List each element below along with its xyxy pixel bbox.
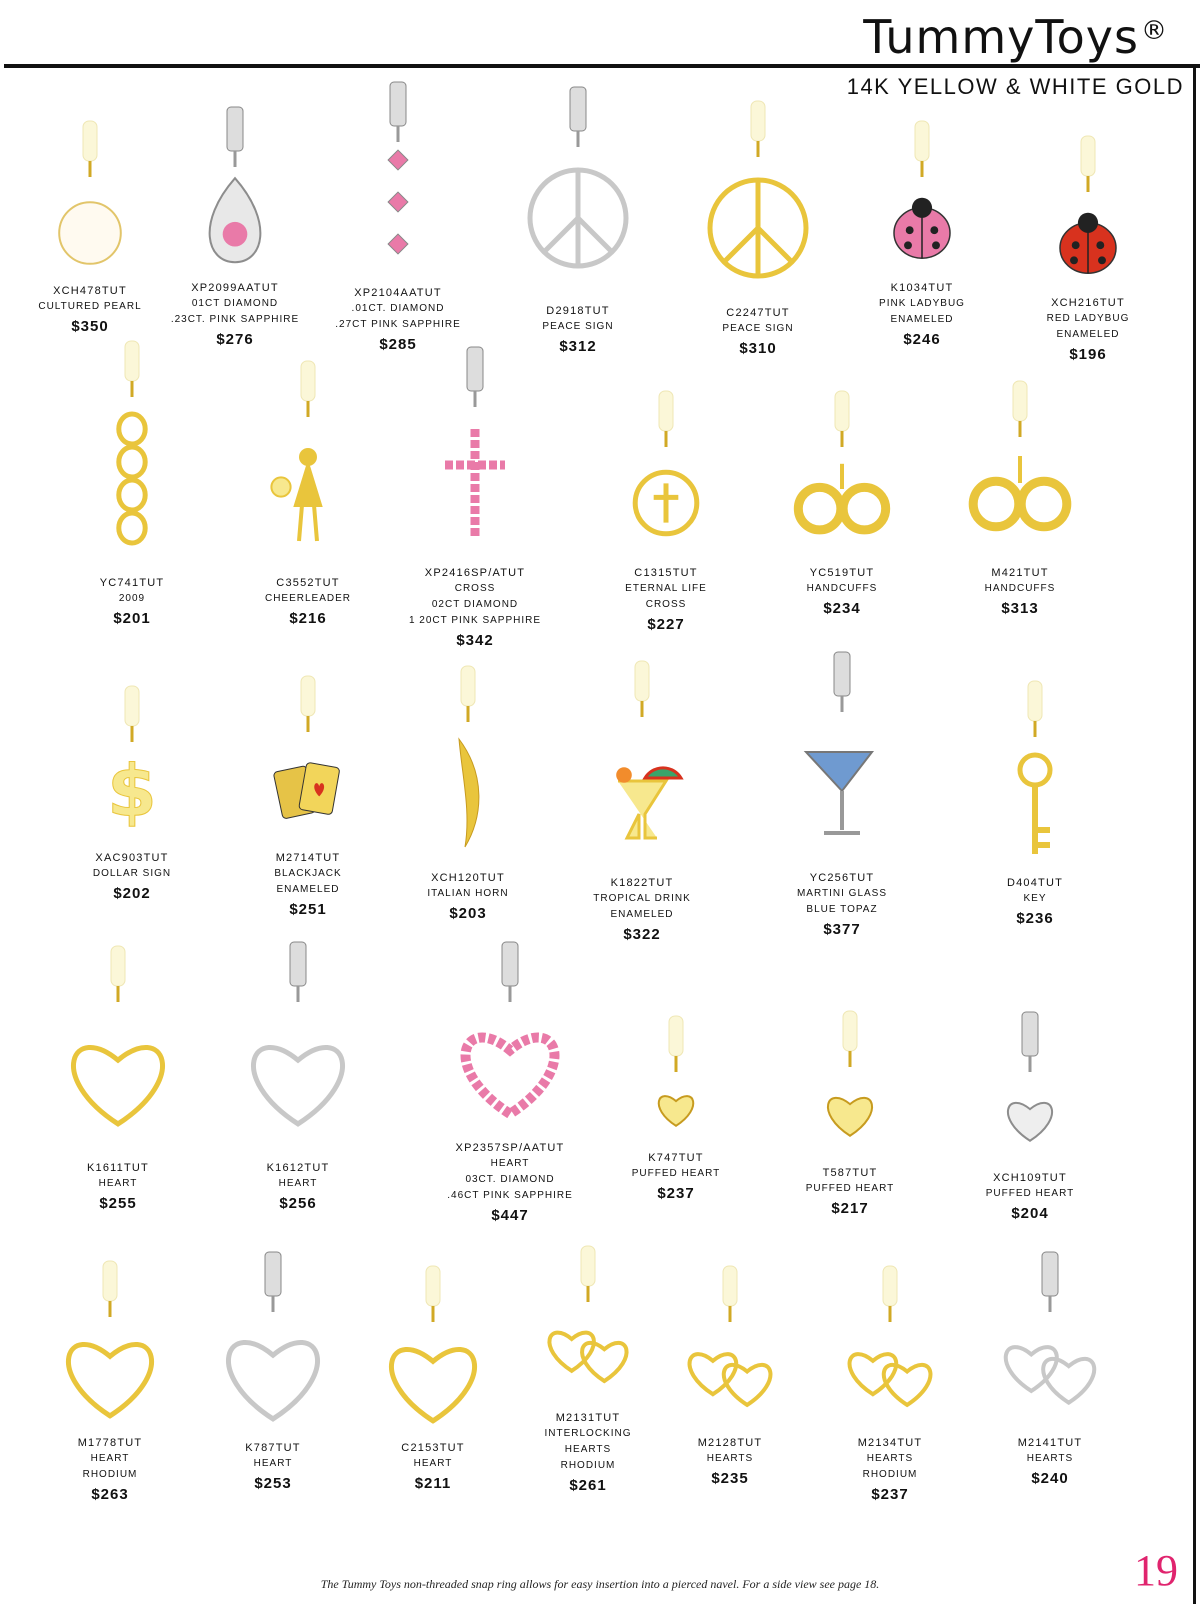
item-sku: D404TUT (1006, 877, 1064, 889)
snap-ring-icon (461, 666, 475, 706)
year-icon (119, 414, 145, 543)
item-sku: K787TUT (245, 1442, 301, 1454)
pearl-icon (59, 202, 121, 264)
pendant-image (20, 1255, 200, 1435)
pendant-image (945, 675, 1125, 875)
item-description: CULTURED PEARL (38, 301, 142, 312)
snap-ring-icon (1022, 1012, 1038, 1056)
item-caption (832, 280, 1012, 352)
item-caption (940, 1170, 1120, 1226)
gem-drop-icon (388, 150, 408, 254)
item-sku: K1612TUT (266, 1162, 330, 1174)
item-description: HANDCUFFS (806, 583, 878, 594)
snap-ring-icon (751, 101, 765, 141)
item-sku: XP2099AATUT (191, 282, 279, 294)
snap-ring-icon (467, 347, 483, 391)
item-price: $253 (254, 1475, 292, 1492)
snap-ring-icon (635, 661, 649, 701)
item-description: MARTINI GLASS (796, 888, 888, 899)
item-price: $196 (1069, 346, 1107, 363)
item-price: $255 (99, 1195, 137, 1212)
pendant-image (42, 680, 222, 850)
item-price: $203 (449, 905, 487, 922)
item-caption (752, 565, 932, 621)
item-price: $285 (379, 336, 417, 353)
item-description: HEART (490, 1158, 530, 1169)
item-description: DOLLAR SIGN (92, 868, 172, 879)
pendant-image (800, 1260, 980, 1435)
item-price: $312 (559, 338, 597, 355)
item-caption (930, 565, 1110, 621)
item-description: BLUE TOPAZ (806, 904, 878, 915)
item-price: $240 (1031, 1470, 1069, 1487)
item-price: $342 (456, 632, 494, 649)
item-sku: YC741TUT (99, 577, 165, 589)
item-caption (20, 1435, 200, 1507)
item-price: $246 (903, 331, 941, 348)
item-description: ENAMELED (890, 314, 954, 325)
hearts-double-icon (549, 1333, 626, 1381)
item-price: $217 (831, 1200, 869, 1217)
item-description: 02CT DIAMOND (431, 599, 519, 610)
hearts-double-icon (850, 1354, 931, 1405)
snap-ring-icon (265, 1252, 281, 1296)
item-description: ENAMELED (610, 909, 674, 920)
item-sku: M2131TUT (555, 1412, 621, 1424)
brand-title (863, 10, 1168, 64)
snap-ring-icon (83, 121, 97, 161)
ring-cross-icon (635, 472, 697, 534)
item-description: 03CT. DIAMOND (465, 1174, 555, 1185)
snap-ring-icon (502, 942, 518, 986)
heart-gems-icon (466, 1037, 555, 1113)
snap-ring-icon (227, 107, 243, 151)
item-description: CROSS (454, 583, 496, 594)
item-sku: C3552TUT (276, 577, 340, 589)
pendant-image (960, 1250, 1140, 1435)
key-icon (1020, 755, 1050, 854)
drink-icon (616, 767, 681, 838)
item-description: ENAMELED (276, 884, 340, 895)
pendant-image (343, 1260, 523, 1440)
item-price: $256 (279, 1195, 317, 1212)
item-sku: C1315TUT (634, 567, 698, 579)
item-price: $201 (113, 610, 151, 627)
martini-icon (806, 752, 872, 833)
snap-ring-icon (1042, 1252, 1058, 1296)
item-caption (668, 305, 848, 361)
item-sku: M421TUT (991, 567, 1049, 579)
item-sku: C2153TUT (401, 1442, 465, 1454)
item-price: $350 (71, 318, 109, 335)
pendant-image (668, 95, 848, 305)
item-price: $447 (491, 1207, 529, 1224)
item-sku: YC256TUT (809, 872, 875, 884)
pendant-image (385, 345, 565, 565)
snap-ring-icon (290, 942, 306, 986)
cards-icon (273, 762, 340, 819)
item-description: HEARTS (866, 1453, 914, 1464)
snap-ring-icon (111, 946, 125, 986)
item-caption (42, 850, 222, 906)
item-caption (343, 1440, 523, 1496)
item-price: $237 (657, 1185, 695, 1202)
right-edge-rule (1193, 64, 1196, 1604)
pendant-image (488, 85, 668, 295)
item-description: 2009 (118, 593, 146, 604)
snap-ring-icon (581, 1246, 595, 1286)
item-sku: XAC903TUT (95, 852, 169, 864)
item-price: $310 (739, 340, 777, 357)
item-sku: K747TUT (648, 1152, 704, 1164)
pendant-image (218, 355, 398, 575)
item-description: HEARTS (564, 1444, 612, 1455)
item-sku: T587TUT (822, 1167, 878, 1179)
pendant-image (640, 1260, 820, 1435)
pendant-image (752, 650, 932, 870)
horn-icon (459, 739, 479, 847)
snap-ring-icon (843, 1011, 857, 1051)
item-description: PUFFED HEART (631, 1168, 721, 1179)
snap-ring-icon (1013, 381, 1027, 421)
snap-ring-icon (125, 341, 139, 381)
item-description: .23CT. PINK SAPPHIRE (170, 314, 300, 325)
item-price: $237 (871, 1486, 909, 1503)
heart-outline-icon (229, 1342, 318, 1418)
pendant-image (998, 130, 1178, 310)
snap-ring-icon (1081, 136, 1095, 176)
item-sku: M2141TUT (1017, 1437, 1083, 1449)
item-description: KEY (1023, 893, 1047, 904)
item-caption (576, 565, 756, 637)
item-description: HANDCUFFS (984, 583, 1056, 594)
snap-ring-icon (659, 391, 673, 431)
item-description: PUFFED HEART (805, 1183, 895, 1194)
peace-icon (530, 170, 626, 266)
page-subtitle: 14K YELLOW & WHITE GOLD (846, 74, 1184, 99)
pendant-image (760, 1005, 940, 1165)
item-caption (800, 1435, 980, 1507)
item-sku: K1034TUT (890, 282, 954, 294)
pendant-image (42, 335, 222, 575)
heart-puffed-icon (659, 1096, 694, 1126)
item-caption (420, 1140, 600, 1228)
item-price: $276 (216, 331, 254, 348)
item-price: $211 (414, 1475, 452, 1492)
item-price: $235 (711, 1470, 749, 1487)
page-number: 19 (1134, 1546, 1178, 1595)
item-sku: XP2104AATUT (354, 287, 442, 299)
item-description: PUFFED HEART (985, 1188, 1075, 1199)
item-caption (378, 870, 558, 926)
item-caption (218, 575, 398, 631)
pendant-image (586, 1010, 766, 1150)
snap-ring-icon (570, 87, 586, 131)
item-price: $313 (1001, 600, 1039, 617)
item-caption (385, 565, 565, 653)
snap-ring-icon (301, 676, 315, 716)
item-price: $251 (289, 901, 327, 918)
item-description: PEACE SIGN (722, 323, 794, 334)
pendant-image (378, 660, 558, 870)
snap-ring-icon (834, 652, 850, 696)
item-sku: XP2357SP/AATUT (455, 1142, 565, 1154)
snap-ring-icon (723, 1266, 737, 1306)
item-price: $263 (91, 1486, 129, 1503)
footnote: The Tummy Toys non-threaded snap ring allows for easy insertion into a pierced navel. For a side view see page 18. (320, 1577, 880, 1591)
snap-ring-icon (103, 1261, 117, 1301)
item-description: ITALIAN HORN (427, 888, 509, 899)
item-description: CROSS (645, 599, 687, 610)
item-description: 01CT DIAMOND (191, 298, 279, 309)
item-description: 1 20CT PINK SAPPHIRE (408, 615, 542, 626)
item-description: HEART (98, 1178, 138, 1189)
handcuffs-icon (798, 464, 885, 530)
heart-outline-icon (254, 1047, 343, 1123)
item-sku: K1611TUT (87, 1162, 149, 1174)
item-price: $377 (823, 921, 861, 938)
item-sku: XCH120TUT (431, 872, 505, 884)
item-sku: C2247TUT (726, 307, 790, 319)
ladybug-icon (1060, 213, 1116, 273)
snap-ring-icon (915, 121, 929, 161)
peace-icon (710, 180, 806, 276)
item-caption (752, 870, 932, 942)
item-caption (945, 875, 1125, 931)
pendant-image (930, 375, 1110, 565)
heart-outline-icon (68, 1344, 151, 1415)
heart-puffed-icon (1008, 1103, 1052, 1141)
item-sku: XCH216TUT (1051, 297, 1125, 309)
item-price: $322 (623, 926, 661, 943)
item-sku: XCH109TUT (993, 1172, 1067, 1184)
item-caption (998, 295, 1178, 367)
item-description: .46CT PINK SAPPHIRE (447, 1190, 573, 1201)
item-price: $204 (1011, 1205, 1049, 1222)
pendant-image (208, 940, 388, 1160)
item-sku: M2134TUT (857, 1437, 923, 1449)
item-caption (552, 875, 732, 947)
heart-puffed-icon (828, 1098, 872, 1136)
item-description: ENAMELED (1056, 329, 1120, 340)
pendant-image (28, 940, 208, 1160)
item-sku: XCH478TUT (53, 285, 127, 297)
svg-text:$: $ (107, 749, 157, 833)
item-description: HEART (90, 1453, 130, 1464)
item-description: PEACE SIGN (542, 321, 614, 332)
item-description: CHEERLEADER (264, 593, 352, 604)
item-description: RHODIUM (862, 1469, 918, 1480)
item-price: $236 (1016, 910, 1054, 927)
ladybug-icon (894, 198, 950, 258)
teardrop-icon (210, 178, 261, 262)
item-caption (760, 1165, 940, 1221)
item-description: BLACKJACK (274, 868, 342, 879)
item-caption (960, 1435, 1140, 1491)
cross-icon (445, 429, 505, 537)
item-description: RHODIUM (560, 1460, 616, 1471)
hearts-double-icon (1006, 1347, 1094, 1403)
item-sku: K1822TUT (610, 877, 674, 889)
pendant-image (183, 1250, 363, 1440)
item-sku: D2918TUT (546, 305, 610, 317)
item-sku: YC519TUT (809, 567, 875, 579)
pendant-image (420, 940, 600, 1140)
pendant-image (576, 385, 756, 565)
item-description: HEART (413, 1458, 453, 1469)
item-description: RHODIUM (82, 1469, 138, 1480)
snap-ring-icon (835, 391, 849, 431)
item-description: PINK LADYBUG (879, 298, 965, 309)
pendant-image (218, 670, 398, 850)
item-caption (42, 575, 222, 631)
item-sku: XP2416SP/ATUT (424, 567, 526, 579)
snap-ring-icon (883, 1266, 897, 1306)
snap-ring-icon (125, 686, 139, 726)
item-price: $227 (647, 616, 685, 633)
item-caption (586, 1150, 766, 1206)
item-description: ETERNAL LIFE (625, 583, 707, 594)
item-sku: M2128TUT (697, 1437, 763, 1449)
item-sku: M1778TUT (77, 1437, 143, 1449)
item-description: HEARTS (706, 1453, 754, 1464)
snap-ring-icon (1028, 681, 1042, 721)
item-description: HEART (253, 1458, 293, 1469)
snap-ring-icon (669, 1016, 683, 1056)
pendant-image (308, 80, 488, 290)
item-price: $261 (569, 1477, 607, 1494)
header-rule (4, 64, 1200, 68)
dollar-icon (107, 750, 157, 833)
item-description: INTERLOCKING (544, 1428, 632, 1439)
item-caption (28, 1160, 208, 1216)
item-caption (218, 850, 398, 922)
cheerleader-icon (271, 448, 320, 541)
heart-outline-icon (74, 1047, 163, 1123)
pendant-image (552, 655, 732, 875)
snap-ring-icon (390, 82, 406, 126)
item-description: TROPICAL DRINK (593, 893, 691, 904)
pendant-image (940, 1010, 1120, 1170)
registered-mark: ® (1141, 16, 1168, 46)
pendant-image (832, 115, 1012, 295)
item-caption (208, 1160, 388, 1216)
item-description: HEARTS (1026, 1453, 1074, 1464)
hearts-double-icon (690, 1354, 771, 1405)
pendant-image (752, 385, 932, 565)
handcuffs-icon (973, 456, 1067, 527)
item-description: .27CT PINK SAPPHIRE (335, 319, 461, 330)
brand-name: TummyToys (863, 10, 1139, 64)
item-caption (640, 1435, 820, 1491)
item-description: HEART (278, 1178, 318, 1189)
snap-ring-icon (426, 1266, 440, 1306)
snap-ring-icon (301, 361, 315, 401)
item-price: $216 (289, 610, 327, 627)
heart-outline-icon (391, 1349, 474, 1420)
item-caption (183, 1440, 363, 1496)
item-price: $202 (113, 885, 151, 902)
item-description: .01CT. DIAMOND (351, 303, 445, 314)
pendant-image (145, 105, 325, 285)
item-description: RED LADYBUG (1046, 313, 1130, 324)
item-price: $234 (823, 600, 861, 617)
item-sku: M2714TUT (275, 852, 341, 864)
